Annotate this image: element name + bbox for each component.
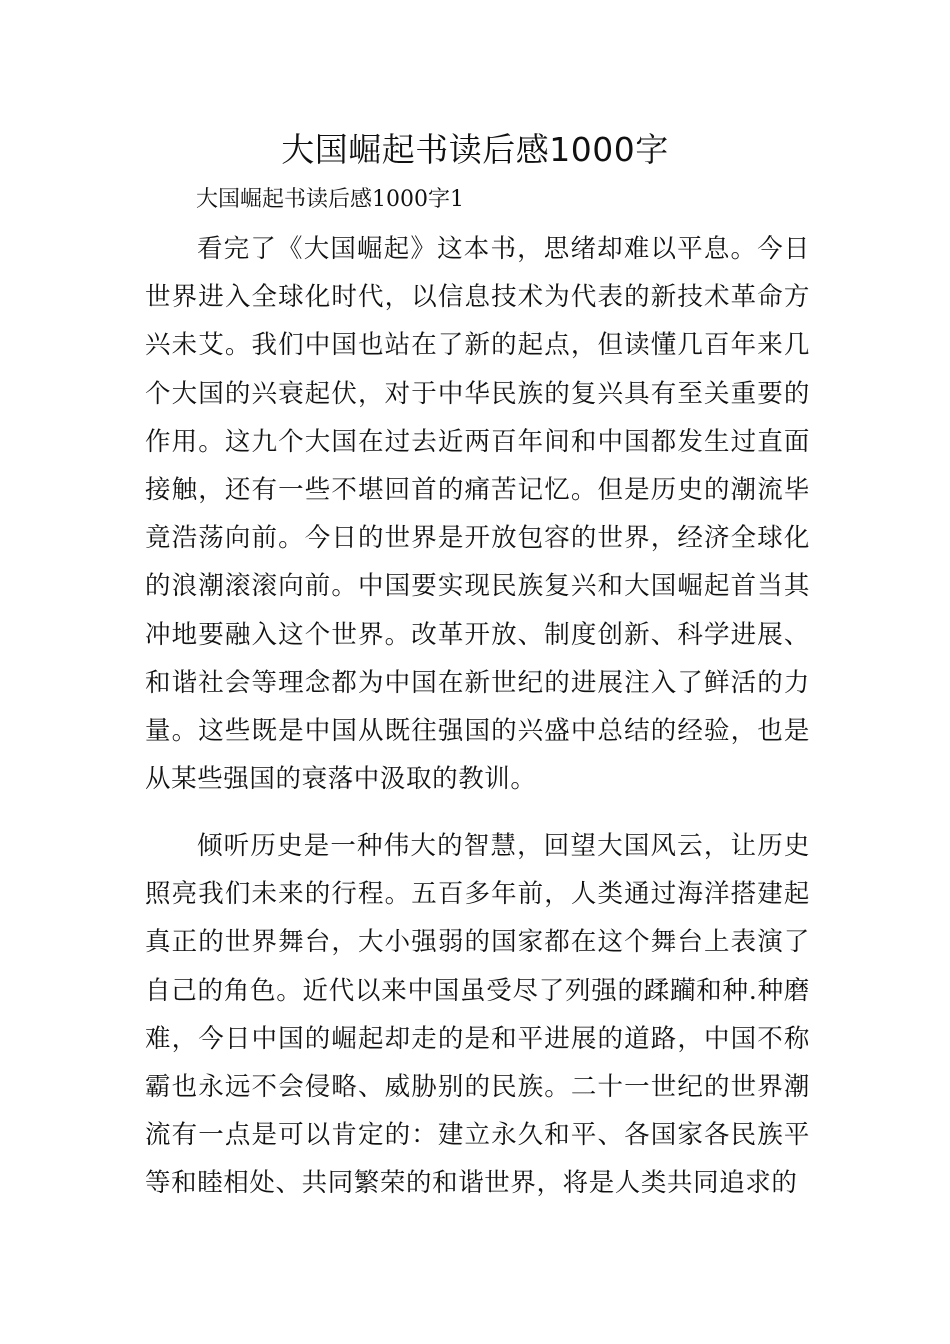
section-subtitle: 大国崛起书读后感1000字1	[196, 187, 464, 212]
body-paragraph-2: 倾听历史是一种伟大的智慧，回望大国风云，让历史照亮我们未来的行程。五百多年前，人类通过海洋搭建起真正的世界舞台，大小强弱的国家都在这个舞台上表演了自己的角色。近代以来中国虽受尽了列强的蹂躏和种.种磨难，今日中国的崛起却走的是和平进展的道路，中国不称霸也永远不会侵略、威胁别的民族。二十一世纪的世界潮流有一点是可以肯定的：建立永久和平、各国家各民族平等和睦相处、共同繁荣的和谐世界，将是人类共同追求的	[145, 831, 810, 1199]
document-title: 大国崛起书读后感1000字	[281, 130, 669, 169]
body-paragraph-1: 看完了《大国崛起》这本书，思绪却难以平息。今日世界进入全球化时代，以信息技术为代表的新技术革命方兴未艾。我们中国也站在了新的起点，但读懂几百年来几个大国的兴衰起伏，对于中华民族的复兴具有至关重要的作用。这九个大国在过去近两百年间和中国都发生过直面接触，还有一些不堪回首的痛苦记忆。但是历史的潮流毕竟浩荡向前。今日的世界是开放包容的世界，经济全球化的浪潮滚滚向前。中国要实现民族复兴和大国崛起首当其冲地要融入这个世界。改革开放、制度创新、科学进展、和谐社会等理念都为中国在新世纪的进展注入了鲜活的力量。这些既是中国从既往强国的兴盛中总结的经验，也是从某些强国的衰落中汲取的教训。	[145, 234, 810, 795]
